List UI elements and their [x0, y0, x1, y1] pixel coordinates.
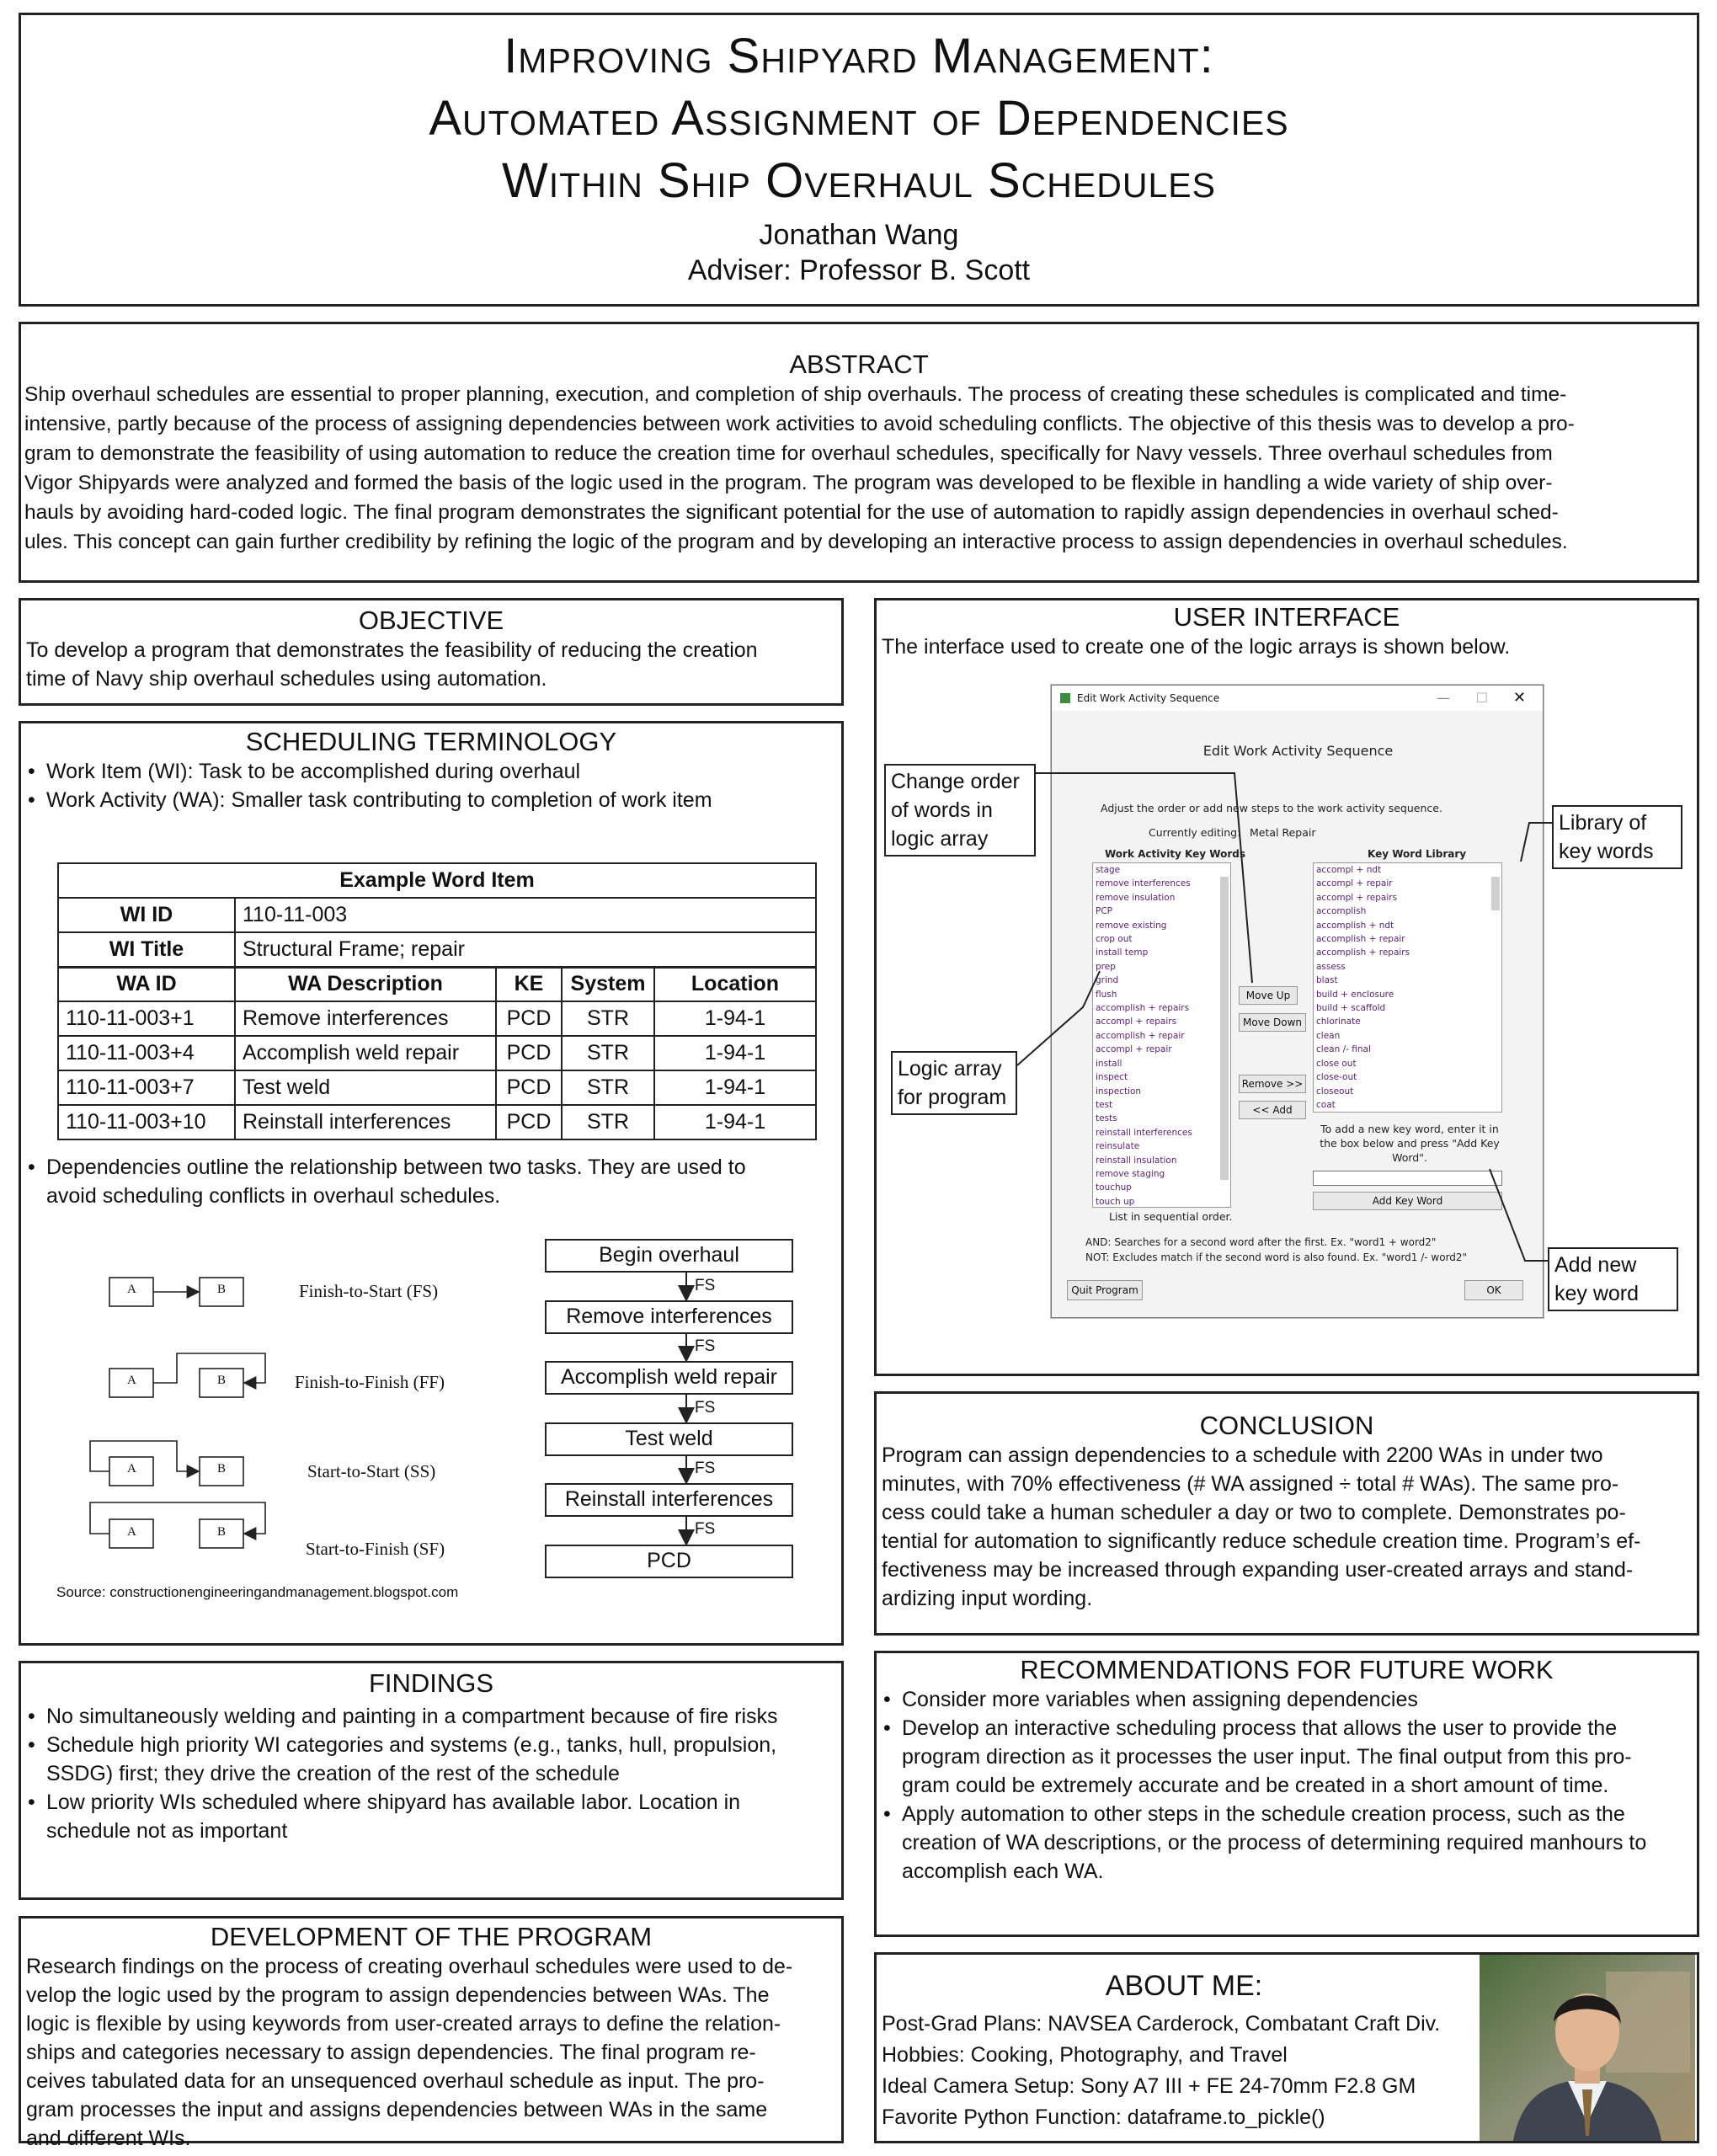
conclusion-title: CONCLUSION [1199, 1411, 1374, 1440]
node-b-label: B [217, 1525, 227, 1539]
node-a-label: A [127, 1374, 136, 1387]
list-item[interactable]: close-out [1316, 1072, 1357, 1083]
list-item[interactable]: close out [1316, 1058, 1357, 1069]
flow-step: Begin overhaul [545, 1239, 793, 1273]
findings-item [21, 1788, 841, 1845]
table-cell: STR [562, 1070, 654, 1105]
table-cell: 1-94-1 [654, 1036, 816, 1070]
table-cell: STR [562, 1036, 654, 1070]
findings-line: • Low priority WIs scheduled where shipyard has available labor. Location in [46, 1790, 741, 1814]
recommendation-line: program direction as it processes the user input. The final output from this pro- [902, 1745, 1632, 1769]
bullet-work-activity: • Work Activity (WA): Smaller task contributing to completion of work item [21, 786, 841, 814]
about-text [877, 2009, 1445, 2133]
minimize-icon[interactable]: — [1437, 690, 1450, 706]
recommendations-bullets [877, 1685, 1697, 1886]
callout-line: Library of [1559, 811, 1647, 835]
list-item[interactable]: accomplish + repair [1316, 934, 1405, 945]
development-title: DEVELOPMENT OF THE PROGRAM [210, 1922, 653, 1951]
table-cell: Remove interferences [235, 1001, 496, 1036]
wi-title-value: Structural Frame; repair [235, 932, 816, 967]
list-item[interactable]: accomplish + repairs [1096, 1003, 1190, 1014]
list-item[interactable]: chlorinate [1316, 1017, 1361, 1027]
about-line: Favorite Python Function: dataframe.to_pickle() [882, 2105, 1325, 2129]
recommendation-item [877, 1685, 1697, 1714]
table-cell: Reinstall interferences [235, 1105, 496, 1139]
findings-section [19, 1661, 844, 1900]
recommendations-title: RECOMMENDATIONS FOR FUTURE WORK [1020, 1655, 1554, 1684]
table-header: WA ID [58, 967, 235, 1001]
abstract-title: ABSTRACT [789, 350, 929, 379]
example-table [57, 862, 817, 1140]
table-header: Location [654, 967, 816, 1001]
dep-line: avoid scheduling conflicts in overhaul schedules. [46, 1184, 501, 1208]
table-row [58, 1036, 816, 1070]
list-item[interactable]: crop out [1096, 934, 1133, 945]
list-item[interactable]: remove interferences [1096, 878, 1191, 889]
table-cell: 110-11-003+7 [58, 1070, 235, 1105]
callout-line: key words [1559, 840, 1654, 863]
right-list-header: Key Word Library [1368, 848, 1467, 860]
callout-line: logic array [891, 827, 989, 851]
objective-section [19, 598, 844, 706]
dep-type-ff: Finish-to-Finish (FF) [295, 1372, 445, 1392]
ui-title: USER INTERFACE [1173, 602, 1400, 632]
recommendation-item [877, 1714, 1697, 1800]
recommendations-section [874, 1651, 1699, 1937]
wi-id-value: 110-11-003 [235, 898, 816, 932]
close-icon[interactable]: ✕ [1512, 689, 1526, 707]
node-a-label: A [127, 1462, 136, 1476]
list-item[interactable]: flush [1096, 989, 1117, 1000]
flow-step: PCD [545, 1545, 793, 1578]
table-row [58, 1105, 816, 1139]
diagram-source: Source: constructionengineeringandmanagement.blogspot.com [56, 1584, 459, 1600]
list-item[interactable]: inspect [1096, 1072, 1128, 1083]
conclusion-section [874, 1391, 1699, 1636]
table-cell: 110-11-003+10 [58, 1105, 235, 1139]
not-note: NOT: Excludes match if the second word is also found. Ex. "word1 /- word2" [1085, 1251, 1468, 1263]
list-item[interactable]: reinstall insulation [1096, 1155, 1177, 1166]
list-item[interactable]: install temp [1096, 947, 1149, 958]
development-line: logic is flexible by using keywords from user-created arrays to define the relation- [26, 2012, 781, 2036]
title-line-1: Improving Shipyard Management: [504, 29, 1214, 83]
table-cell: Test weld [235, 1070, 496, 1105]
table-cell: STR [562, 1001, 654, 1036]
recommendation-line: • Consider more variables when assigning dependencies [902, 1688, 1418, 1711]
conclusion-line: minutes, with 70% effectiveness (# WA assigned ÷ total # WAs). The same pro- [882, 1472, 1619, 1496]
recommendation-item [877, 1800, 1697, 1886]
list-item[interactable]: install [1096, 1058, 1122, 1069]
currently-editing-value: Metal Repair [1250, 826, 1316, 839]
title-line-2: Automated Assignment of Dependencies [429, 91, 1289, 146]
findings-line: • No simultaneously welding and painting in a compartment because of fire risks [46, 1705, 778, 1728]
flow-step: Remove interferences [545, 1300, 793, 1334]
move-up-button[interactable]: Move Up [1239, 986, 1298, 1005]
ui-intro: The interface used to create one of the logic arrays is shown below. [882, 635, 1511, 659]
about-line: Ideal Camera Setup: Sony A7 III + FE 24-70mm F2.8 GM [882, 2074, 1416, 2098]
findings-line: • Schedule high priority WI categories and systems (e.g., tanks, hull, propulsion, [46, 1733, 777, 1757]
conclusion-line: ardizing input wording. [882, 1587, 1093, 1610]
table-cell: 110-11-003+1 [58, 1001, 235, 1036]
flow-link-label: FS [695, 1399, 716, 1417]
flow-arrows [678, 1273, 695, 1550]
list-item[interactable]: inspection [1096, 1086, 1142, 1097]
ui-section [874, 598, 1699, 1376]
table-cell: STR [562, 1105, 654, 1139]
portrait-photo [1480, 1955, 1695, 2141]
callout-lines [877, 600, 1698, 1374]
wi-id-label: WI ID [58, 898, 235, 932]
node-b-label: B [217, 1374, 227, 1387]
findings-line: schedule not as important [46, 1819, 288, 1843]
abstract-line: ules. This concept can gain further credibility by refining the logic of the program and by developing an interactive process to assign dependencies in overhaul schedules. [24, 531, 1568, 553]
list-item[interactable]: remove staging [1096, 1168, 1165, 1179]
development-line: gram processes the input and assigns dependencies between WAs in the same [26, 2098, 768, 2121]
development-text [21, 1952, 841, 2153]
conclusion-text [877, 1441, 1697, 1613]
about-section [874, 1952, 1699, 2143]
wi-title-label: WI Title [58, 932, 235, 967]
callout-line: Add new [1554, 1253, 1637, 1277]
findings-item [21, 1731, 841, 1788]
abstract-line: Vigor Shipyards were analyzed and formed the basis of the logic used in the program. The program was developed to be flexible in handling a wide variety of ship over- [24, 472, 1553, 494]
list-item[interactable]: clean /- final [1316, 1044, 1371, 1055]
abstract-line: gram to demonstrate the feasibility of using automation to reduce the creation time for overhaul schedules, specifically for Navy vessels. Three overhaul schedules from [24, 442, 1553, 465]
findings-item [21, 1702, 841, 1731]
terminology-bullets [21, 757, 841, 814]
table-header: WA Description [235, 967, 496, 1001]
bullet-work-item: • Work Item (WI): Task to be accomplished during overhaul [21, 757, 841, 786]
left-list-header: Work Activity Key Words [1105, 848, 1245, 860]
development-section [19, 1916, 844, 2150]
table-cell: PCD [496, 1105, 562, 1139]
dependency-diagrams [21, 1229, 526, 1490]
objective-line: To develop a program that demonstrates the feasibility of reducing the creation [26, 638, 758, 662]
list-item[interactable]: coat [1316, 1099, 1336, 1110]
author: Jonathan Wang [759, 219, 959, 251]
add-key-word-button[interactable]: Add Key Word [1313, 1192, 1502, 1210]
abstract-line: hauls by avoiding hard-coded logic. The final program demonstrates the significant potential for the use of automation to rapidly assign dependencies in overhaul sched- [24, 501, 1559, 524]
ok-button[interactable]: OK [1464, 1280, 1523, 1300]
abstract-line: Ship overhaul schedules are essential to proper planning, execution, and completion of ship overhauls. The process of creating these schedules is complicated and time- [24, 383, 1567, 406]
currently-editing-label: Currently editing: [1149, 826, 1241, 839]
list-item[interactable]: remove existing [1096, 920, 1167, 931]
flow-link-label: FS [695, 1460, 716, 1477]
table-cell: PCD [496, 1001, 562, 1036]
table-cell: 110-11-003+4 [58, 1036, 235, 1070]
window-heading: Edit Work Activity Sequence [1202, 743, 1394, 759]
abstract-line: intensive, partly because of the process of assigning dependencies between work activities to avoid scheduling conflicts. The objective of this thesis was to develop a pro- [24, 413, 1575, 435]
about-line: Hobbies: Cooking, Photography, and Travel [882, 2043, 1288, 2067]
list-item[interactable]: build + scaffold [1316, 1003, 1386, 1014]
recommendation-line: accomplish each WA. [902, 1860, 1104, 1883]
dependency-diagram-sf [21, 1486, 526, 1553]
callout-line: Change order [891, 770, 1020, 793]
table-cell: PCD [496, 1070, 562, 1105]
table-row [58, 1001, 816, 1036]
and-note: AND: Searches for a second word after the first. Ex. "word1 + word2" [1085, 1236, 1437, 1248]
add-help-line: Word". [1392, 1151, 1427, 1164]
findings-bullets [21, 1702, 841, 1845]
list-item[interactable]: prep [1096, 961, 1116, 972]
table-cell: PCD [496, 1036, 562, 1070]
add-help-line: To add a new key word, enter it in [1320, 1123, 1499, 1135]
conclusion-line: cess could take a human scheduler a day or two to complete. Demonstrates po- [882, 1501, 1626, 1524]
development-line: Research findings on the process of creating overhaul schedules were used to de- [26, 1955, 793, 1978]
bullet-dependencies [21, 1153, 838, 1210]
list-item[interactable]: accomplish + repair [1096, 1030, 1185, 1041]
list-note: List in sequential order. [1109, 1210, 1233, 1223]
list-item[interactable]: tests [1096, 1113, 1117, 1124]
table-cell: Accomplish weld repair [235, 1036, 496, 1070]
title-box [19, 13, 1699, 307]
recommendation-line: • Apply automation to other steps in the schedule creation process, such as the [902, 1802, 1625, 1826]
list-item[interactable]: build + enclosure [1316, 989, 1394, 1000]
flow-step: Reinstall interferences [545, 1483, 793, 1517]
about-line: Post-Grad Plans: NAVSEA Carderock, Combatant Craft Div. [882, 2012, 1441, 2036]
list-item[interactable]: grind [1096, 975, 1119, 986]
list-item[interactable]: PCP [1096, 906, 1112, 917]
table-cell: 1-94-1 [654, 1001, 816, 1036]
recommendation-line: gram could be extremely accurate and be created in a short amount of time. [902, 1774, 1609, 1797]
table-caption: Example Word Item [58, 863, 816, 898]
list-item[interactable]: accompl + ndt [1316, 865, 1382, 875]
dep-type-fs: Finish-to-Start (FS) [299, 1281, 439, 1301]
callout-line: Logic array [898, 1057, 1002, 1081]
recommendation-line: • Develop an interactive scheduling process that allows the user to provide the [902, 1716, 1618, 1740]
node-b-label: B [217, 1462, 227, 1476]
flow-step: Accomplish weld repair [545, 1361, 793, 1395]
objective-line: time of Navy ship overhaul schedules using automation. [26, 667, 547, 691]
window-instructions: Adjust the order or add new steps to the work activity sequence. [1101, 802, 1442, 814]
terminology-section [19, 721, 844, 1646]
flow-link-label: FS [695, 1337, 716, 1355]
quit-program-button[interactable]: Quit Program [1067, 1280, 1143, 1300]
dependency-bullet [21, 1153, 838, 1210]
recommendation-line: creation of WA descriptions, or the process of determining required manhours to [902, 1831, 1647, 1854]
maximize-icon[interactable]: ☐ [1475, 690, 1488, 706]
about-title: ABOUT ME: [1105, 1970, 1263, 2002]
flow-link-label: FS [695, 1520, 716, 1538]
table-header: System [562, 967, 654, 1001]
list-item[interactable]: accomplish + ndt [1316, 920, 1394, 931]
list-item[interactable]: stage [1096, 865, 1121, 875]
adviser: Adviser: Professor B. Scott [687, 254, 1031, 286]
node-a-label: A [127, 1283, 136, 1296]
add-help-line: the box below and press "Add Key [1320, 1137, 1500, 1150]
abstract-text [21, 380, 1697, 557]
conclusion-line: tential for automation to significantly reduce schedule creation time. Program’s ef- [882, 1529, 1641, 1553]
terminology-title: SCHEDULING TERMINOLOGY [245, 727, 617, 756]
flow-link-label: FS [695, 1277, 716, 1294]
table-row [58, 1070, 816, 1105]
development-line: ceives tabulated data for an unsequenced overhaul schedule as input. The pro- [26, 2069, 765, 2093]
findings-title: FINDINGS [368, 1668, 494, 1698]
development-line: ships and categories necessary to assign dependencies. The final program re- [26, 2041, 756, 2064]
list-item[interactable]: accompl + repair [1096, 1044, 1172, 1055]
move-down-button[interactable]: Move Down [1239, 1013, 1306, 1032]
add-button[interactable]: << Add [1239, 1101, 1306, 1119]
dep-line: • Dependencies outline the relationship between two tasks. They are used to [46, 1155, 746, 1179]
list-item[interactable]: remove insulation [1096, 892, 1176, 903]
list-item[interactable]: reinsulate [1096, 1141, 1140, 1152]
development-line: and different WIs. [26, 2127, 191, 2150]
list-item[interactable]: closeout [1316, 1086, 1354, 1097]
conclusion-line: fectiveness may be increased through expanding user-created arrays and stand- [882, 1558, 1634, 1582]
list-item[interactable]: accomplish + repairs [1316, 947, 1410, 958]
objective-text [21, 636, 841, 693]
abstract-section [19, 322, 1699, 583]
list-item[interactable]: test [1096, 1099, 1113, 1110]
title-line-3: Within Ship Overhaul Schedules [502, 153, 1216, 208]
list-item[interactable]: clean [1316, 1030, 1341, 1041]
window-title: Edit Work Activity Sequence [1077, 692, 1220, 704]
list-item[interactable]: touch up [1096, 1196, 1135, 1207]
conclusion-line: Program can assign dependencies to a schedule with 2200 WAs in under two [882, 1444, 1603, 1467]
list-item[interactable]: touchup [1096, 1182, 1132, 1193]
remove-button[interactable]: Remove >> [1239, 1075, 1306, 1093]
list-item[interactable]: accompl + repair [1316, 878, 1393, 889]
node-b-label: B [217, 1283, 227, 1296]
dep-type-ss: Start-to-Start (SS) [307, 1461, 436, 1481]
callout-line: for program [898, 1086, 1007, 1109]
list-item[interactable]: accomplish [1316, 906, 1367, 917]
list-item[interactable]: reinstall interferences [1096, 1127, 1192, 1138]
table-cell: 1-94-1 [654, 1070, 816, 1105]
development-line: velop the logic used by the program to assign dependencies between WAs. The [26, 1983, 770, 2007]
list-item[interactable]: assess [1316, 961, 1346, 972]
callout-line: key word [1554, 1282, 1640, 1305]
findings-line: SSDG) first; they drive the creation of the rest of the schedule [46, 1762, 620, 1785]
flow-step: Test weld [545, 1422, 793, 1456]
dep-type-sf: Start-to-Finish (SF) [306, 1539, 445, 1559]
list-item[interactable]: accompl + repairs [1096, 1017, 1177, 1027]
node-a-label: A [127, 1525, 136, 1539]
objective-title: OBJECTIVE [358, 606, 504, 635]
table-header: KE [496, 967, 562, 1001]
list-item[interactable]: accompl + repairs [1316, 892, 1398, 903]
callout-line: of words in [891, 798, 993, 822]
table-cell: 1-94-1 [654, 1105, 816, 1139]
list-item[interactable]: blast [1316, 975, 1338, 986]
